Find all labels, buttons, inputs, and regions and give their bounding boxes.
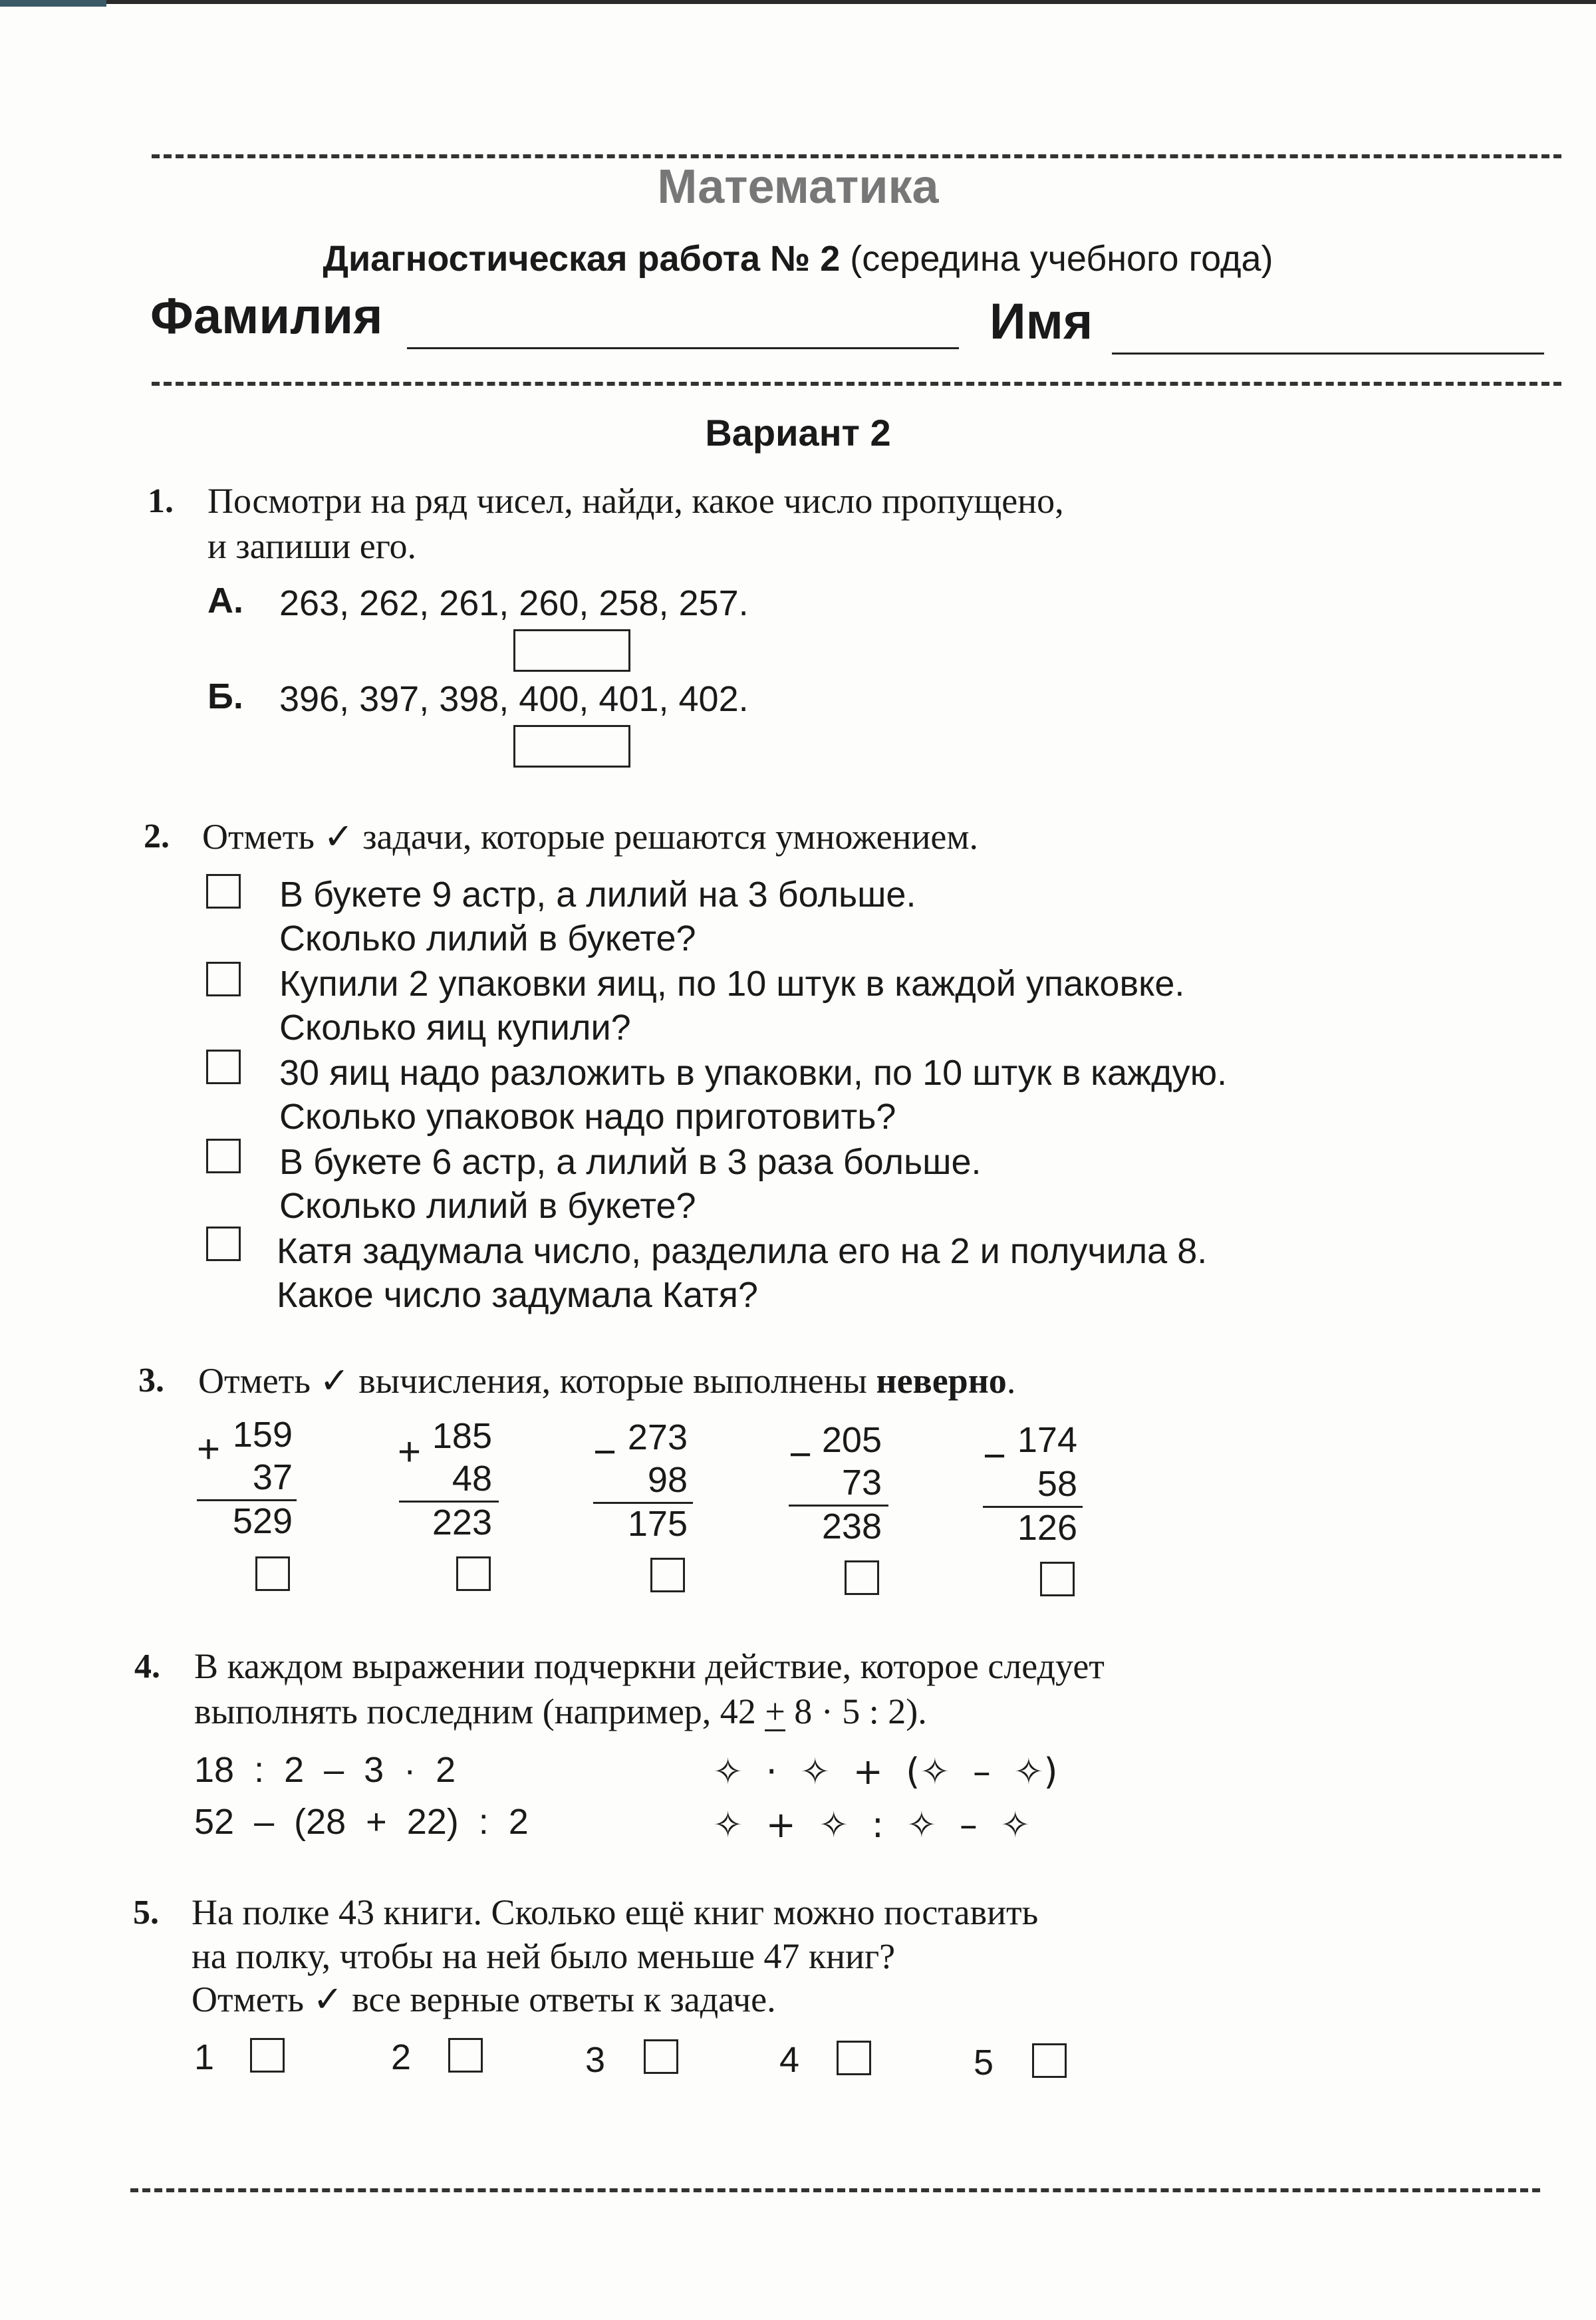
q3-col5-top: 174 [1017,1420,1077,1460]
q5-option-5-label: 5 [974,2043,994,2083]
q3-prompt [198,1360,1015,1401]
q2-item4-line1: В букете 6 астр, а лилий в 3 раза больше. [279,1142,982,1182]
q3-col5-result: 126 [1017,1508,1077,1548]
name-field[interactable] [1112,353,1544,355]
q1-a-answer-box[interactable] [513,629,630,672]
checkmark-icon: ✓ [323,815,354,857]
q4-line2-before: выполнять последним (например, 42 [194,1691,765,1731]
q5-text-line3 [192,1978,776,2020]
q2-item1-checkbox[interactable] [206,874,241,909]
q4-text-line1: В каждом выражении подчеркни действие, которое следует [194,1646,1105,1686]
q5-line3-after: все верные ответы к задаче. [352,1979,776,2019]
page-subtitle [0,238,1596,279]
q2-item2-line2: Сколько яиц купили? [279,1008,631,1048]
name-label: Имя [990,293,1093,350]
q3-col3-top: 273 [627,1417,688,1457]
q4-text-line2 [194,1691,927,1732]
checkmark-icon: ✓ [313,1978,343,2020]
surname-field[interactable] [407,347,959,349]
variant-heading: Вариант 2 [705,412,891,454]
q2-item2-line1: Купили 2 упаковки яиц, по 10 штук в каждой упаковке. [279,964,1185,1004]
q3-col5-checkbox[interactable] [1040,1562,1075,1596]
q3-col1-checkbox[interactable] [255,1556,290,1591]
q5-option-4-checkbox[interactable] [837,2041,871,2075]
q5-option-2-label: 2 [391,2037,412,2077]
q1-b-numbers: 396, 397, 398, 400, 401, 402. [279,679,749,719]
q5-option-5-checkbox[interactable] [1032,2043,1067,2078]
q5-text-line2: на полку, чтобы на ней было меньше 47 книг? [192,1936,896,1976]
q3-col3-bottom: 98 [647,1460,688,1500]
q1-a-label: А. [207,581,243,621]
q5-option-2-checkbox[interactable] [448,2038,483,2073]
q2-prompt-after: задачи, которые решаются умножением. [362,817,978,857]
q2-item3-line1: 30 яиц надо разложить в упаковки, по 10 штук в каждую. [279,1053,1228,1093]
q2-item4-line2: Сколько лилий в букете? [279,1186,696,1226]
page-title: Математика [657,160,939,214]
q1-b-label: Б. [207,676,243,716]
q4-example-underlined-op: + [765,1691,785,1731]
q1-b-answer-box[interactable] [513,725,630,768]
q3-col2-top: 185 [432,1416,492,1456]
q5-line3-before: Отметь [192,1979,304,2019]
q1-a-numbers: 263, 262, 261, 260, 258, 257. [279,583,749,623]
q2-item1-line1: В букете 9 астр, а лилий на 3 больше. [279,875,916,915]
q3-prompt-end: . [1006,1361,1016,1401]
q3-prompt-bold: неверно [876,1361,1007,1401]
q2-item5-line2: Какое число задумала Катя? [277,1275,758,1315]
q1-text-line1: Посмотри на ряд чисел, найди, какое число пропущено, [207,481,1064,521]
q5-option-3-checkbox[interactable] [644,2039,678,2074]
q4-number: 4. [134,1648,160,1685]
q5-number: 5. [133,1894,159,1932]
q3-col4-top: 205 [821,1420,882,1460]
q2-item5-line1: Катя задумала число, разделила его на 2 и получила 8. [277,1231,1208,1271]
q4-expression-2[interactable]: 52 – (28 + 22) : 2 [194,1802,529,1842]
q3-col3-result: 175 [627,1504,688,1544]
q3-col5-bottom: 58 [1037,1464,1077,1504]
q5-text-line1: На полке 43 книги. Сколько ещё книг можно поставить [192,1892,1039,1932]
q1-number: 1. [148,482,174,520]
q2-item1-line2: Сколько лилий в букете? [279,919,696,958]
q3-col4-operator: − [789,1432,813,1477]
q3-col1-bottom: 37 [252,1457,293,1497]
q3-col4-checkbox[interactable] [845,1560,879,1595]
q3-col2-result: 223 [432,1503,492,1542]
q3-col3-checkbox[interactable] [650,1558,685,1592]
q3-col1-top: 159 [232,1415,293,1455]
q2-number: 2. [144,817,170,855]
q3-col2-bottom: 48 [452,1459,492,1499]
q4-line2-after: 8 · 5 : 2). [785,1691,927,1731]
q2-item3-line2: Сколько упаковок надо приготовить? [279,1097,896,1137]
q2-item3-checkbox[interactable] [206,1050,241,1084]
q5-option-4-label: 4 [779,2040,800,2080]
q4-expression-4[interactable]: ✧ + ✧ : ✧ – ✧ [713,1804,1031,1846]
q3-prompt-before: Отметь [198,1361,311,1401]
q3-col1-operator: + [197,1427,221,1471]
q3-col1-result: 529 [232,1501,293,1541]
surname-label: Фамилия [150,288,383,345]
footer-dashed-rule [130,2188,1540,2192]
subtitle-rest: (середина учебного года) [840,239,1273,279]
q4-expression-1[interactable]: 18 : 2 – 3 · 2 [194,1750,456,1790]
q3-col4-bottom: 73 [841,1463,882,1503]
q2-item2-checkbox[interactable] [206,962,241,996]
subtitle-bold: Диагностическая работа № 2 [323,239,841,279]
q2-item4-checkbox[interactable] [206,1139,241,1173]
q4-expression-3[interactable]: ✧ · ✧ + (✧ – ✧) [713,1751,1058,1793]
q2-prompt-before: Отметь [202,817,315,857]
scan-top-edge [0,0,1596,4]
q5-option-1-label: 1 [194,2037,215,2077]
q3-col2-operator: + [398,1429,422,1474]
checkmark-icon: ✓ [319,1360,350,1401]
q2-prompt [202,815,978,857]
q3-col5-operator: − [983,1433,1007,1478]
header-dashed-rule-bottom [152,382,1561,386]
q2-item5-checkbox[interactable] [206,1227,241,1261]
q3-col4-result: 238 [821,1507,882,1546]
scan-corner-mark [0,0,106,7]
q5-option-3-label: 3 [585,2040,606,2080]
q1-text-line2: и запиши его. [207,526,417,566]
q3-col3-operator: − [593,1429,617,1474]
q5-option-1-checkbox[interactable] [250,2038,285,2073]
q3-col2-checkbox[interactable] [456,1556,491,1591]
header-dashed-rule-top [152,154,1561,158]
q3-number: 3. [138,1362,164,1399]
q3-prompt-middle: вычисления, которые выполнены [358,1361,867,1401]
